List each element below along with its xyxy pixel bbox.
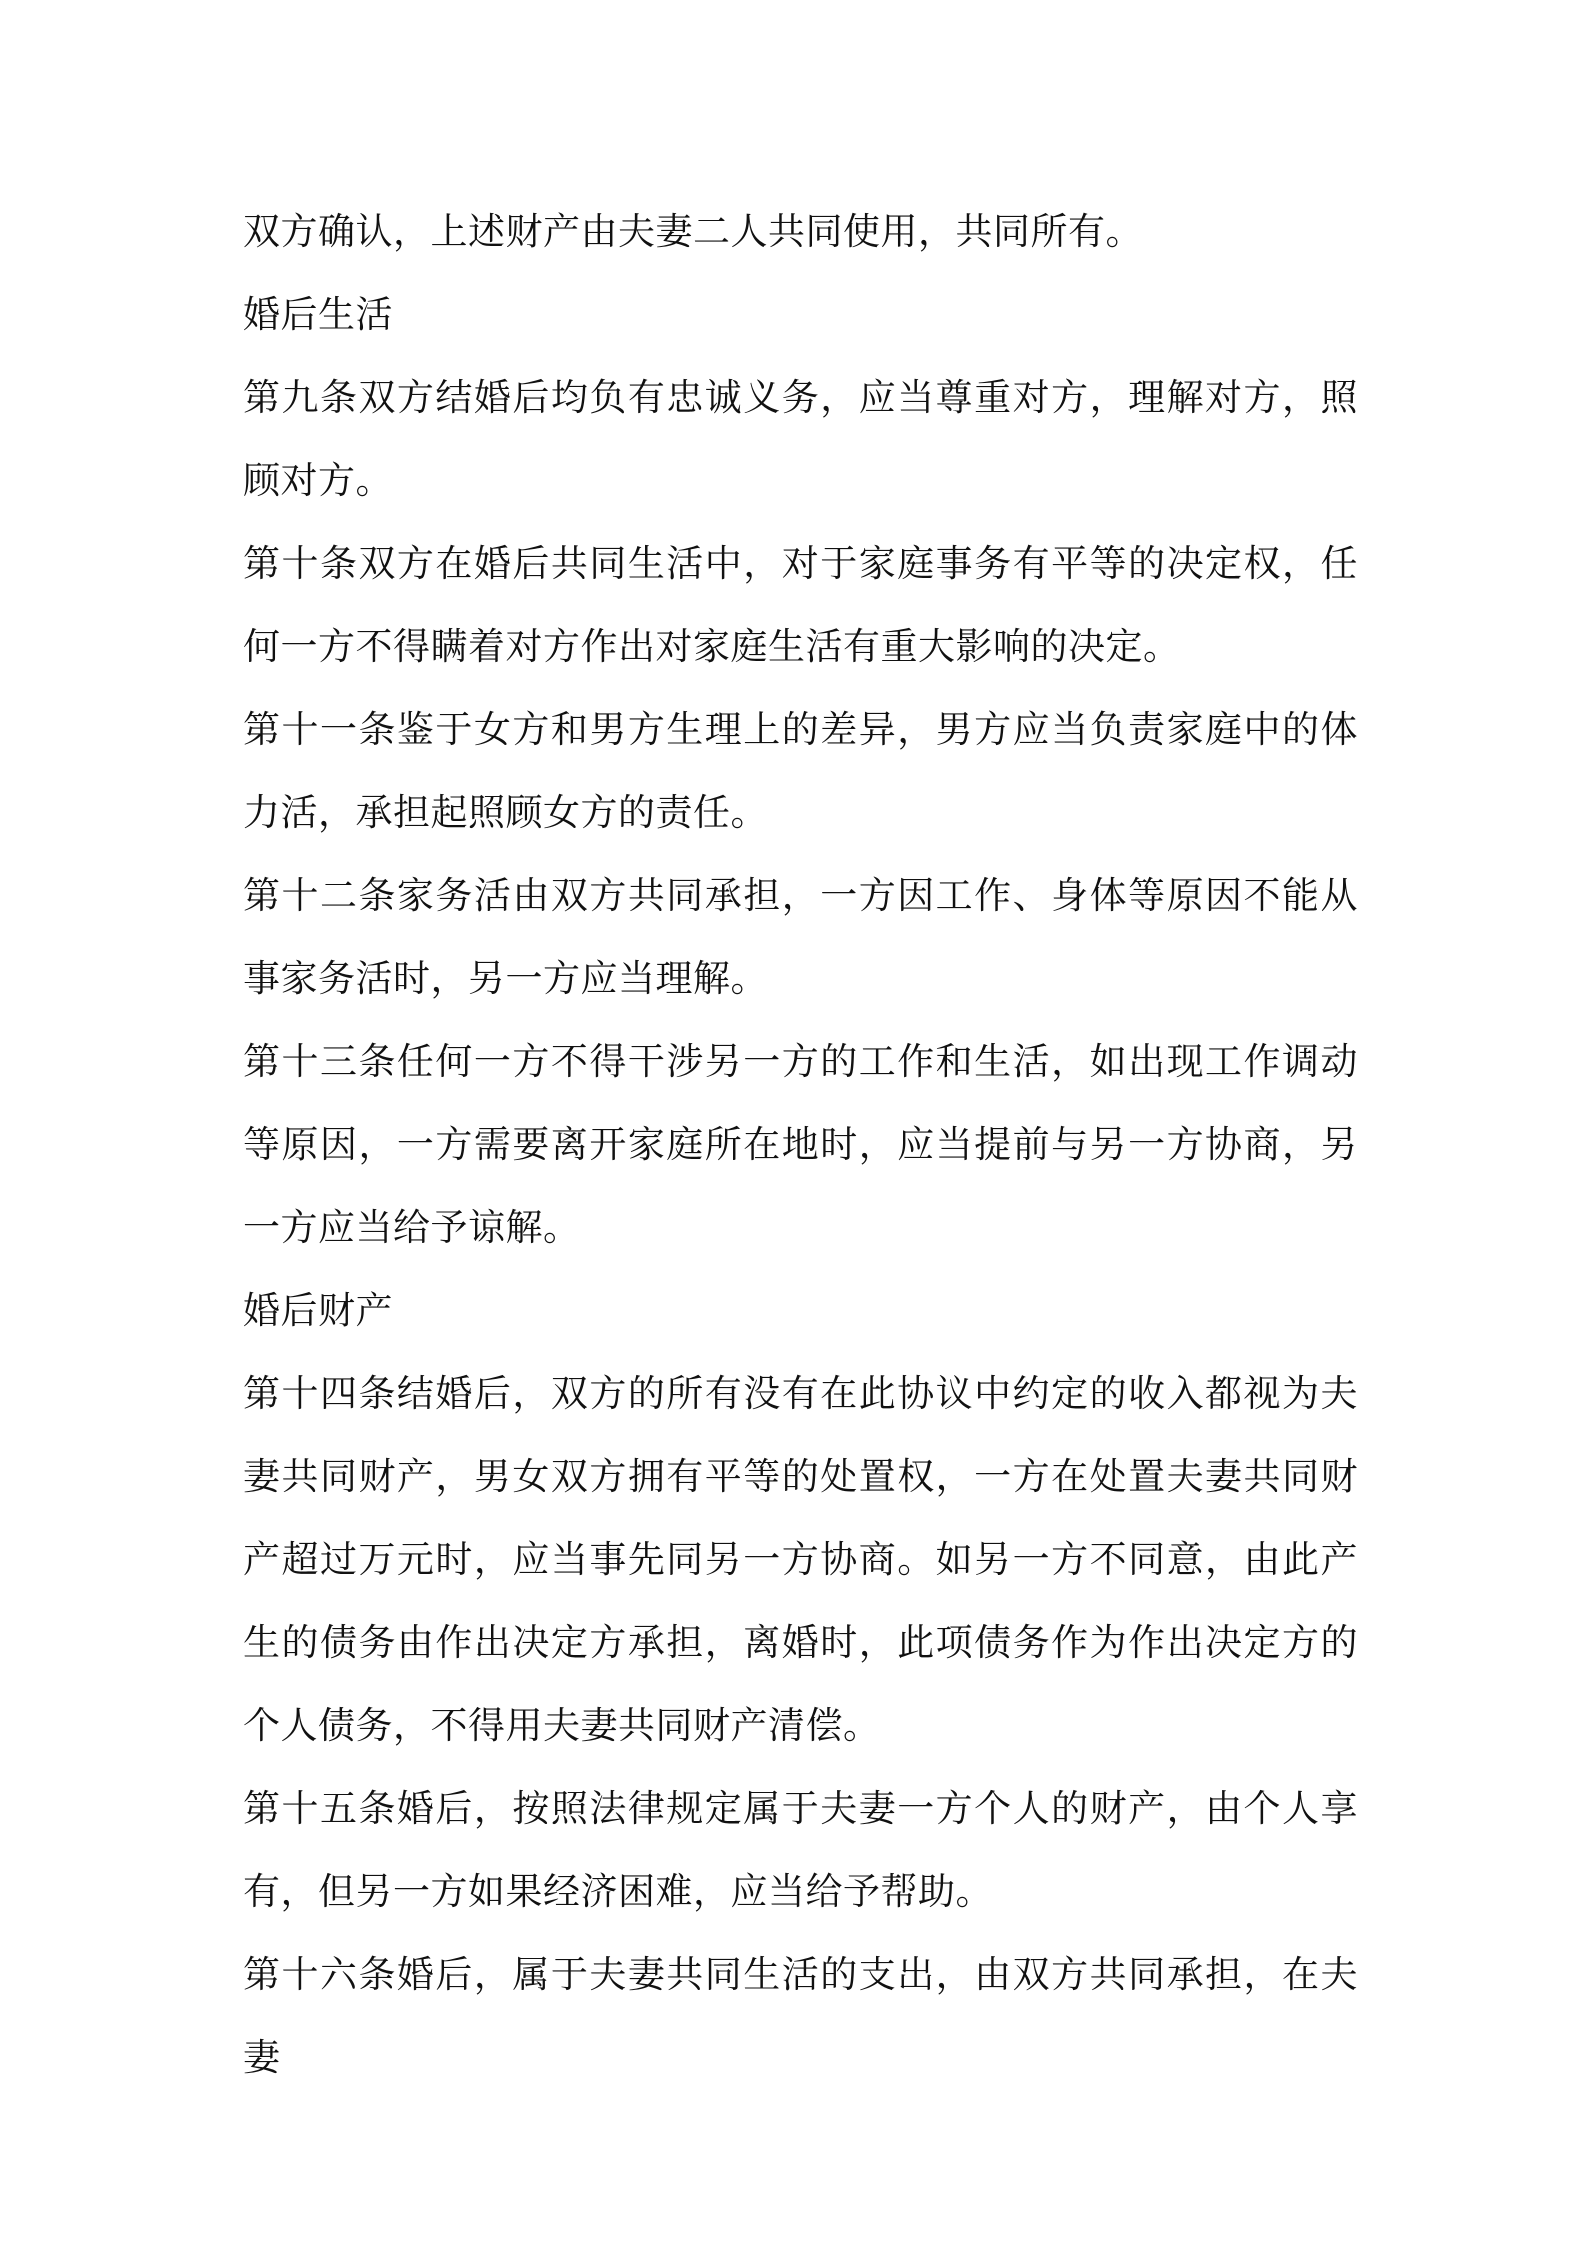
article-9: 第九条双方结婚后均负有忠诚义务，应当尊重对方，理解对方，照顾对方。 (243, 376, 1358, 502)
article-10: 第十条双方在婚后共同生活中，对于家庭事务有平等的决定权，任何一方不得瞒着对方作出对家庭生活有重大影响的决定。 (243, 542, 1358, 668)
article-14: 第十四条结婚后，双方的所有没有在此协议中约定的收入都视为夫妻共同财产，男女双方拥有平等的处置权，一方在处置夫妻共同财产超过万元时，应当事先同另一方协商。如另一方不同意，由此产生的债务由作出决定方承担，离婚时，此项债务作为作出决定方的个人债务，不得用夫妻共同财产清偿。 (243, 1372, 1358, 1747)
article-16: 第十六条婚后，属于夫妻共同生活的支出，由双方共同承担，在夫妻 (243, 1953, 1358, 2079)
article-12: 第十二条家务活由双方共同承担，一方因工作、身体等原因不能从事家务活时，另一方应当理解。 (243, 874, 1358, 1000)
section-heading-married-life: 婚后生活 (243, 293, 393, 336)
document-page (243, 190, 1358, 2099)
article-13: 第十三条任何一方不得干涉另一方的工作和生活，如出现工作调动等原因，一方需要离开家庭所在地时，应当提前与另一方协商，另一方应当给予谅解。 (243, 1040, 1358, 1249)
article-15: 第十五条婚后，按照法律规定属于夫妻一方个人的财产，由个人享有，但另一方如果经济困难，应当给予帮助。 (243, 1787, 1358, 1913)
article-11: 第十一条鉴于女方和男方生理上的差异，男方应当负责家庭中的体力活，承担起照顾女方的责任。 (243, 708, 1358, 834)
paragraph-property-confirmation: 双方确认，上述财产由夫妻二人共同使用，共同所有。 (243, 210, 1143, 253)
section-heading-marital-property: 婚后财产 (243, 1289, 393, 1332)
